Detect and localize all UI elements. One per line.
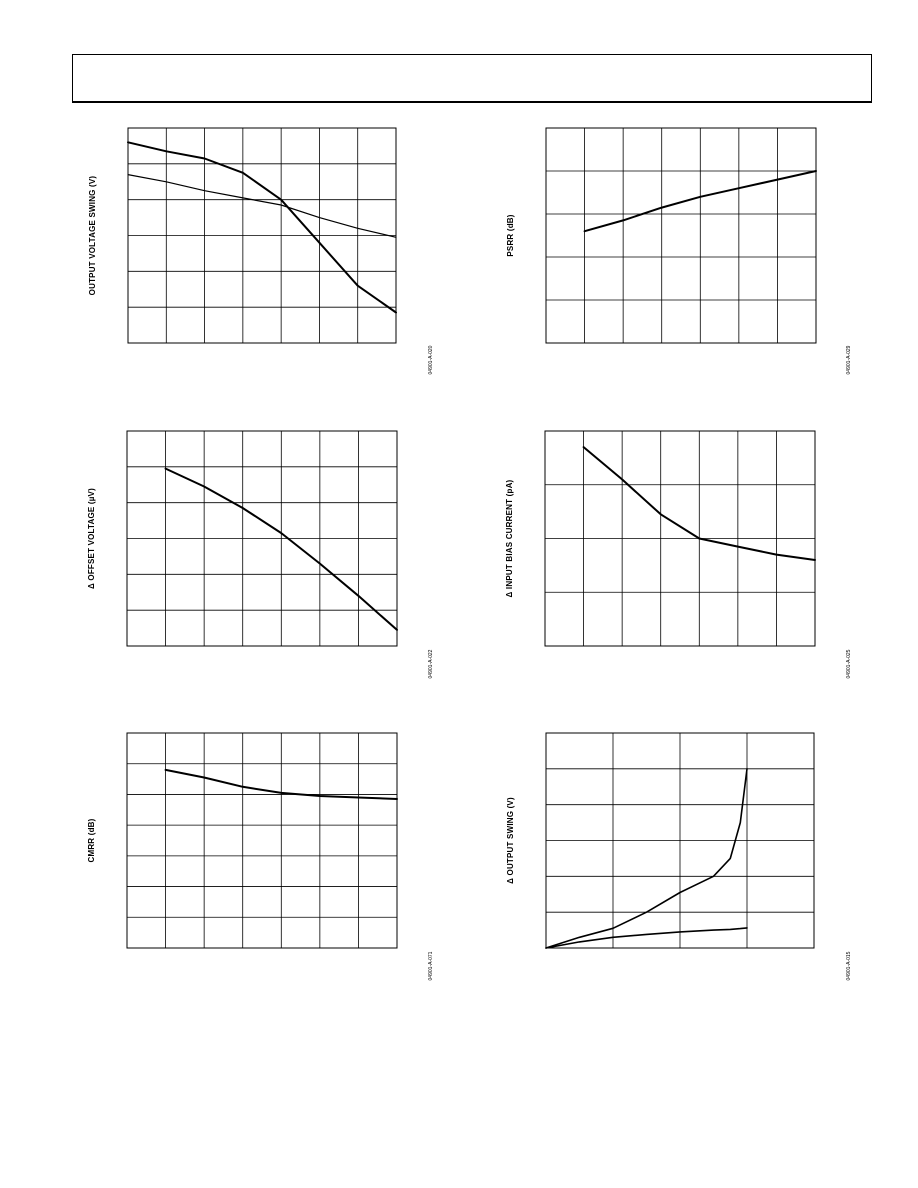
figure-code: 04901-A-022	[428, 649, 434, 679]
y-axis-label: Δ OUTPUT SWING (V)	[506, 797, 515, 884]
chart-2	[506, 128, 852, 374]
figure-code: 04901-A-029	[846, 345, 852, 375]
chart-3	[87, 431, 434, 678]
y-axis-label: CMRR (dB)	[87, 818, 96, 863]
figure-code: 04901-A-025	[846, 649, 852, 679]
chart-1	[88, 128, 434, 374]
series-line-2	[128, 175, 396, 238]
y-axis-label: Δ OFFSET VOLTAGE (µV)	[87, 488, 96, 589]
chart-5	[87, 733, 434, 980]
y-axis-label: OUTPUT VOLTAGE SWING (V)	[88, 175, 97, 296]
plot-frame	[546, 128, 816, 343]
figure-code: 04901-A-071	[428, 951, 434, 981]
chart-4	[505, 431, 852, 678]
chart-6	[506, 733, 852, 980]
plot-frame	[127, 733, 397, 948]
figure-code: 04901-A-015	[846, 951, 852, 981]
y-axis-label: Δ INPUT BIAS CURRENT (pA)	[505, 479, 514, 598]
figure-code: 04901-A-020	[428, 345, 434, 375]
series-line-1	[546, 769, 747, 948]
y-axis-label: PSRR (dB)	[506, 214, 515, 257]
